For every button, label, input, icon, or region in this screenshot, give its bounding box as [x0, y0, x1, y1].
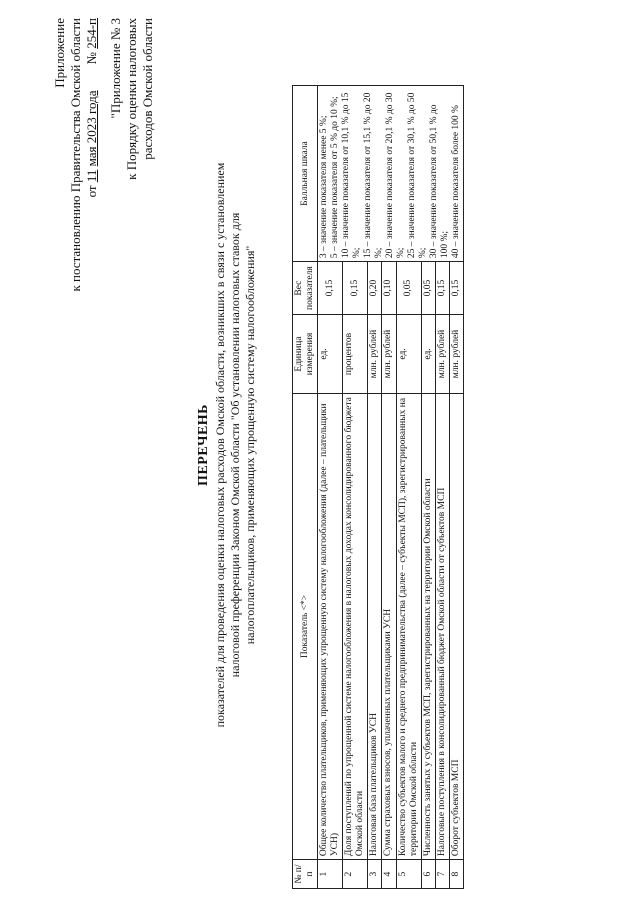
col-unit: Единица измерения [293, 315, 318, 394]
decree-day: 11 [84, 169, 99, 183]
indicators-table [292, 85, 464, 889]
title-main: ПЕРЕЧЕНЬ [196, 404, 211, 486]
table-row: 4 Сумма страховых взносов, уплаченных плательщиками УСН млн. рублей 0,10 [382, 86, 396, 889]
table-row: 7 Налоговые поступления в консолидированный бюджет Омской области от субъектов МСП млн. рублей 0,15 [435, 86, 449, 889]
document-title: ПЕРЕЧЕНЬ показателей для проведения оценки налоговых расходов Омской области, возникших в связи с установлением налоговой преференции Законом Омской области "Об установлении налоговых ставок для налогоплательщиков, применяющих упрощенную систему налогообложения" [195, 45, 258, 845]
table-row: 3 Налоговая база плательщиков УСН млн. рублей 0,20 [368, 86, 382, 889]
table-row: 6 Численность занятых у субъектов МСП, зарегистрированных на территории Омской области ед. 0,05 [421, 86, 435, 889]
col-weight: Вес показателя [293, 262, 318, 315]
decree-header [52, 18, 100, 292]
decree-date-line: от 11 мая 2023 года № 254-п [84, 18, 99, 198]
table-row: 1 Общее количество плательщиков, применяющих упрощенную систему налогообложения (далее – плательщики УСН) ед. 0,15 3 – значение показателя менее 5 %; 5 – значение показателя от 5 % до 10 %; 10 – значение показателя от 10,1 % до 15 %; 15 – значение показателя от 15,1 % до 20 %; 20 – значение показателя от 20,1 % до 30 %; 25 – значение показателя от 30,1 % до 50 %; 30 – значение показателя от 50,1 % до 100 %; 40 – значение показателя более 100 % [318, 86, 343, 889]
table-row: 5 Количество субъектов малого и среднего предпринимательства (далее – субъекты МСП), зарегистрированных на территории Омской области ед. 0,05 [396, 86, 421, 889]
score-scale-cell: 3 – значение показателя менее 5 %; 5 – значение показателя от 5 % до 10 %; 10 – значение показателя от 10,1 % до 15 %; 15 – значение показателя от 15,1 % до 20 %; 20 – значение показателя от 20,1 % до 30 %; 25 – значение показателя от 30,1 % до 50 %; 30 – значение показателя от 50,1 % до 100 %; 40 – значение показателя более 100 % [318, 86, 464, 262]
appendix3-header: "Приложение № 3 к Порядку оценки налоговых расходов Омской области [108, 18, 155, 180]
decree-number: 254-п [84, 18, 99, 49]
table-header-row [293, 86, 318, 889]
decree-month-year: мая 2023 года [84, 90, 99, 167]
col-num: № п/п [293, 860, 318, 889]
appendix-label: Приложение [52, 18, 67, 88]
col-scale: Балльная шкала [293, 86, 318, 262]
col-indicator: Показатель <*> [293, 393, 318, 859]
table-row: 2 Доля поступлений по упрощенной системе налогообложения в налоговых доходах консолидированного бюджета Омской области процентов 0,15 [343, 86, 368, 889]
table-row: 8 Оборот субъектов МСП млн. рублей 0,15 [449, 86, 463, 889]
decree-reference: к постановлению Правительства Омской области [68, 18, 83, 292]
